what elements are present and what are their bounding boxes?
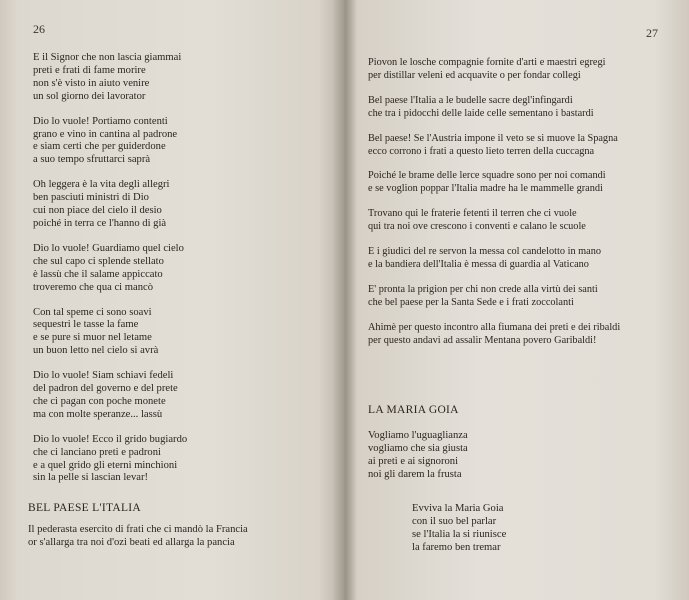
poem-line: che sul capo ci splende stellato xyxy=(33,255,164,267)
poem-line: Oh leggera è la vita degli allegri xyxy=(33,179,170,191)
stanza xyxy=(33,179,187,231)
left-section xyxy=(28,502,248,550)
poem-line: ben pasciuti ministri di Dio xyxy=(33,192,149,204)
poem-line: un buon letto nel cielo si avrà xyxy=(33,345,159,357)
poem-line: E' pronta la prigion per chi non crede alla virtù dei santi xyxy=(368,283,598,295)
book-spine-shadow xyxy=(332,0,358,600)
stanza xyxy=(368,133,620,159)
right-poem xyxy=(368,57,620,360)
stanza xyxy=(33,370,187,422)
refrain-line: Evviva la Maria Goia xyxy=(412,503,504,514)
poem-line: Piovon le losche compagnie fornite d'arti e maestri egregi xyxy=(368,57,606,68)
poem-line: Dio lo vuole! Ecco il grido bugiardo xyxy=(33,433,188,445)
poem-line: qui tra noi ove crescono i conventi e calano le scuole xyxy=(368,221,586,233)
poem-line: a suo tempo sfruttarci saprà xyxy=(33,154,151,166)
poem-line: troveremo che qua ci mancò xyxy=(33,281,154,293)
poem-line: che tra i pidocchi delle laide celle sementano i bastardi xyxy=(368,107,594,119)
poem-line: preti e frati di fame morire xyxy=(33,64,146,76)
right-section xyxy=(368,404,468,482)
poem-line: Dio lo vuole! Portiamo contenti xyxy=(33,115,168,127)
poem-line: cui non piace del cielo il desio xyxy=(33,205,162,217)
poem-line: per distillar veleni ed acquavite o per fondar collegi xyxy=(368,69,581,81)
stanza xyxy=(33,116,187,168)
poem-line: non s'è visto in aiuto venire xyxy=(33,77,150,89)
stanza xyxy=(368,246,620,272)
section-title-maria-goia: LA MARIA GOIA xyxy=(368,404,459,416)
refrain-line: se l'Italia la si riunisce xyxy=(412,528,507,540)
poem-line: E il Signor che non lascia giammai xyxy=(33,52,182,63)
poem-line: Dio lo vuole! Siam schiavi fedeli xyxy=(33,370,174,382)
poem-line: poiché in terra ce l'hanno di già xyxy=(33,217,167,229)
poem-line: e a quel grido gli eterni minchioni xyxy=(33,459,178,471)
stanza xyxy=(368,322,620,348)
poem-line: Trovano qui le fraterie fetenti il terren che ci vuole xyxy=(368,208,577,220)
stanza xyxy=(368,284,620,310)
poem-line: E i giudici del re servon la messa col candelotto in mano xyxy=(368,246,602,258)
poem-line: ai preti e ai signoroni xyxy=(368,455,459,467)
stanza xyxy=(368,170,620,196)
poem-line: che bel paese per la Santa Sede e i frati zoccolanti xyxy=(368,296,574,308)
stanza xyxy=(368,95,620,121)
poem-line: noi gli darem la frusta xyxy=(368,468,462,480)
poem-line: per questo andavi ad assalir Mentana povero Garibaldi! xyxy=(368,334,597,346)
poem-line: è lassù che il salame appiccato xyxy=(33,268,163,280)
poem-line: Il pederasta esercito di frati che ci mandò la Francia xyxy=(28,523,248,535)
refrain-line: la faremo ben tremar xyxy=(412,541,501,553)
poem-line: del padron del governo e del prete xyxy=(33,383,178,395)
refrain-line: con il suo bel parlar xyxy=(412,515,497,527)
poem-line: e siam certi che per guiderdone xyxy=(33,141,166,153)
poem-line: Ahimè per questo incontro alla fiumana dei preti e dei ribaldi xyxy=(368,321,621,333)
poem-line: sin la pelle si lascian levar! xyxy=(33,472,149,484)
stanza xyxy=(33,434,187,486)
poem-line: Vogliamo l'uguaglianza xyxy=(368,429,468,441)
poem-line: Bel paese l'Italia a le budelle sacre degl'infingardi xyxy=(368,94,573,106)
refrain xyxy=(412,503,506,555)
page-number-left: 26 xyxy=(33,22,45,36)
poem-line: e la bandiera dell'Italia è messa di guardia al Vaticano xyxy=(368,258,589,270)
poem-line: ma con molte speranze... lassù xyxy=(33,408,163,420)
poem-line: grano e vino in cantina al padrone xyxy=(33,128,178,140)
poem-line: e se pure si muor nel letame xyxy=(33,332,152,344)
poem-line: vogliamo che sia giusta xyxy=(368,442,468,454)
left-poem xyxy=(33,52,187,497)
stanza xyxy=(368,57,620,83)
stanza xyxy=(368,208,620,234)
poem-line: Bel paese! Se l'Austria impone il veto se si muove la Spagna xyxy=(368,132,618,144)
poem-line: Dio lo vuole! Guardiamo quel cielo xyxy=(33,242,184,254)
stanza xyxy=(33,52,187,104)
poem-line: un sol giorno dei lavorator xyxy=(33,90,146,102)
stanza xyxy=(33,307,187,359)
page-number-right: 27 xyxy=(646,26,658,40)
stanza xyxy=(33,243,187,295)
poem-line: Poiché le brame delle lerce squadre sono per noi comandi xyxy=(368,170,606,182)
section-title-bel-paese: BEL PAESE L'ITALIA xyxy=(28,502,142,514)
poem-line: che ci pagan con poche monete xyxy=(33,395,166,407)
poem-line: che ci lanciano preti e padroni xyxy=(33,446,161,458)
poem-line: e se voglion poppar l'Italia madre ha le mammelle grandi xyxy=(368,183,603,195)
poem-line: or s'allarga tra noi d'ozi beati ed allarga la pancia xyxy=(28,536,235,548)
poem-line: Con tal speme ci sono soavi xyxy=(33,306,152,318)
poem-line: ecco corrono i frati a questo lieto terren della cuccagna xyxy=(368,145,595,157)
poem-line: sequestri le tasse la fame xyxy=(33,319,139,331)
right-page xyxy=(344,0,689,600)
